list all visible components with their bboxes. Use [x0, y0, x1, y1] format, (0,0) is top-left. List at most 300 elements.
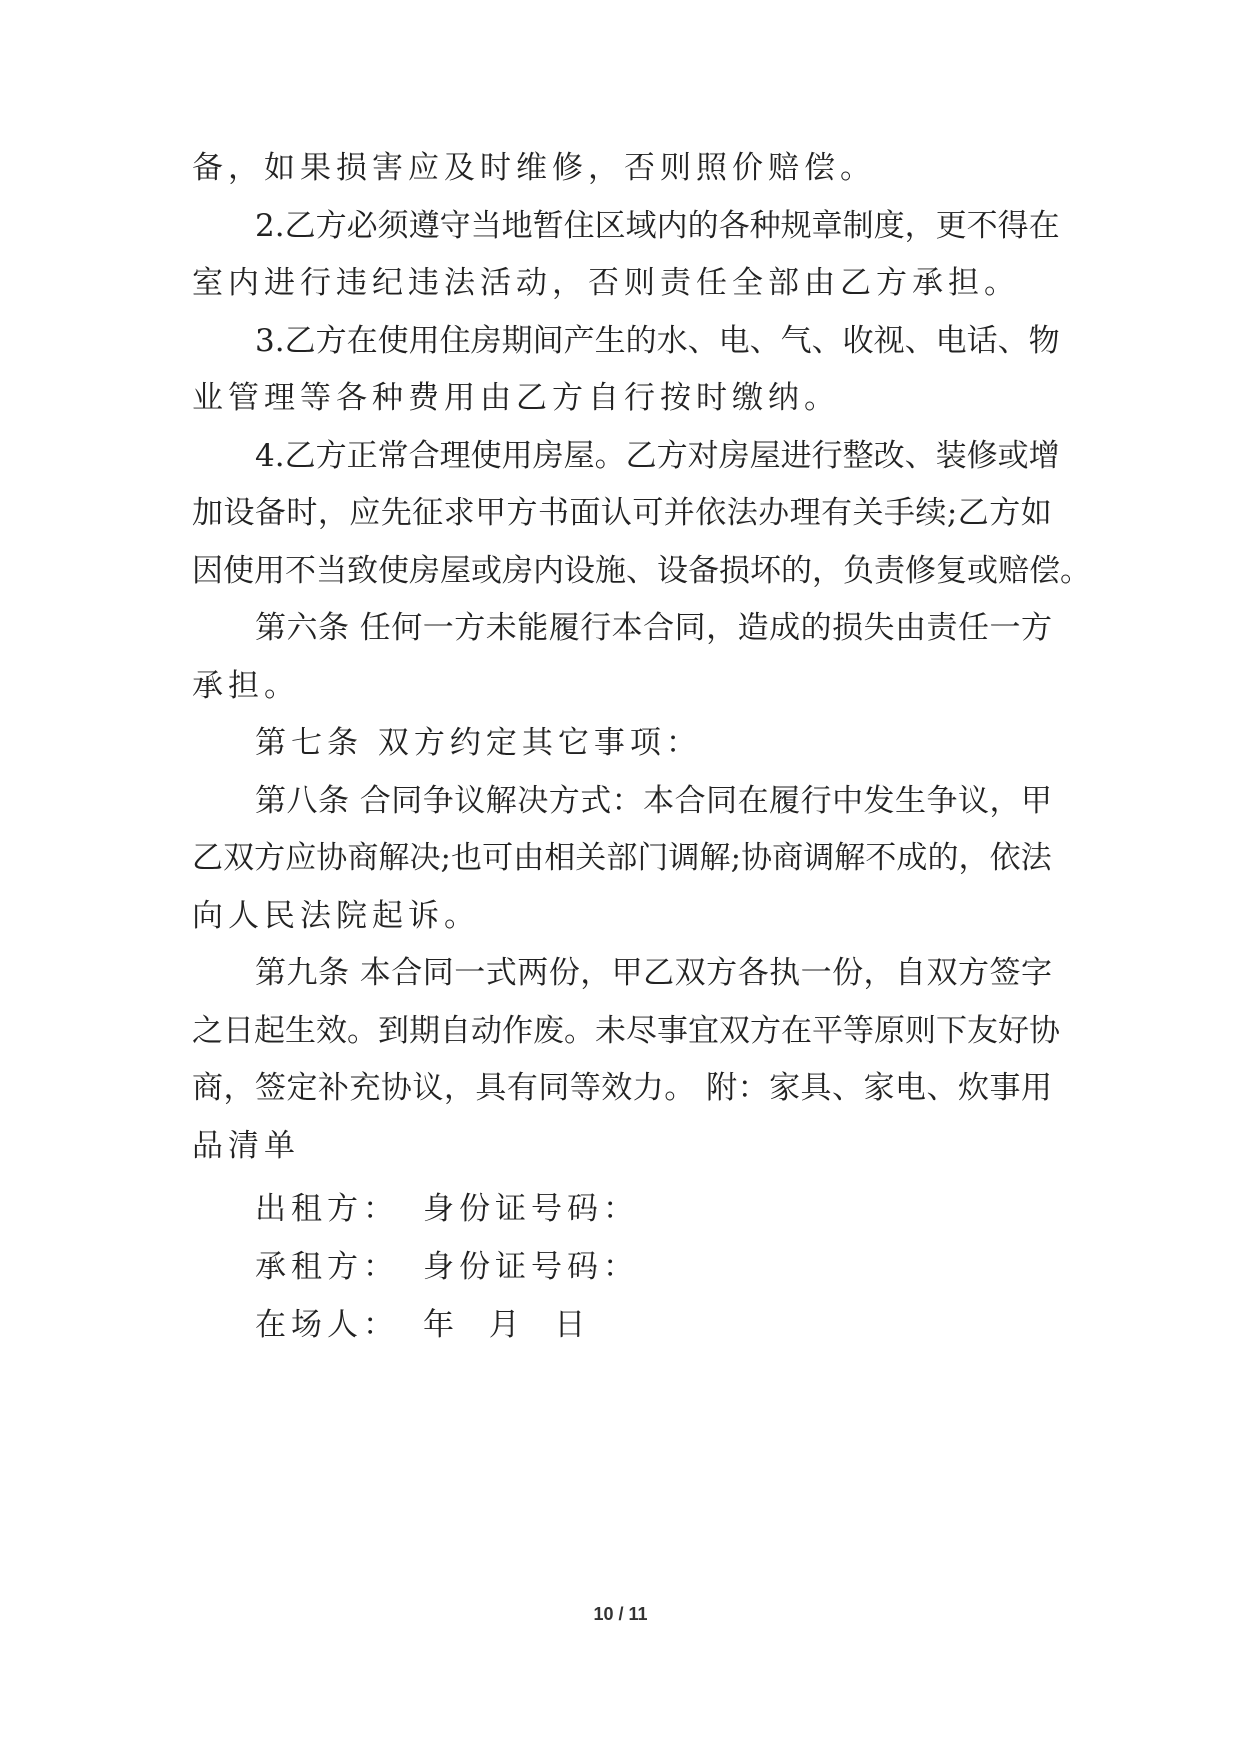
glyph: 何 [391, 610, 423, 646]
glyph: ， [317, 495, 349, 531]
glyph: 可 [482, 840, 514, 876]
glyph: 签 [989, 955, 1021, 991]
glyph: 决 [517, 783, 549, 819]
glyph: 设 [564, 553, 595, 589]
text-line-p3-l1 [255, 319, 1060, 363]
line-text: 向人民法院起诉。 [192, 898, 480, 934]
glyph: 、 [997, 323, 1029, 359]
glyph: 事 [657, 1013, 688, 1049]
glyph: 。 [664, 1070, 696, 1106]
glyph: 议 [454, 783, 486, 819]
glyph: 由 [895, 610, 927, 646]
text-line-p8-l1 [255, 951, 1052, 995]
glyph: 能 [517, 610, 549, 646]
glyph: 一 [454, 955, 486, 991]
glyph: 式 [485, 955, 517, 991]
glyph: 或 [967, 553, 998, 589]
glyph: ， [580, 955, 612, 991]
glyph: 求 [443, 495, 475, 531]
glyph: 负 [843, 553, 874, 589]
glyph: 域 [625, 208, 657, 244]
glyph: 原 [874, 1013, 905, 1049]
glyph: 甲 [475, 495, 507, 531]
glyph: 同 [422, 955, 454, 991]
glyph: 期 [501, 323, 533, 359]
text-line-p8-l3 [192, 1066, 1052, 1110]
glyph: 不 [865, 840, 897, 876]
text-line-p1-l1 [192, 146, 1052, 190]
glyph: 可 [632, 495, 664, 531]
glyph: 协 [316, 840, 348, 876]
page-number: 10 / 11 [593, 1604, 648, 1624]
glyph: 两 [517, 955, 549, 991]
glyph: 设 [223, 495, 255, 531]
glyph: 、 [811, 323, 843, 359]
glyph: 调 [803, 840, 835, 876]
glyph: 并 [663, 495, 695, 531]
glyph: 造 [737, 610, 769, 646]
glyph: 、 [749, 323, 781, 359]
glyph: 尽 [626, 1013, 657, 1049]
glyph: 未 [595, 1013, 626, 1049]
text-line-p4-l1 [255, 434, 1060, 478]
glyph: 备 [688, 553, 719, 589]
glyph: 起 [254, 1013, 285, 1049]
glyph: 有 [506, 1070, 538, 1106]
glyph: 部 [606, 840, 638, 876]
glyph: 的 [800, 610, 832, 646]
glyph: 在 [346, 323, 378, 359]
glyph: 度 [873, 208, 905, 244]
glyph [349, 606, 359, 650]
glyph: 改 [873, 438, 905, 474]
glyph: 房 [718, 438, 750, 474]
glyph: ， [443, 1070, 475, 1106]
glyph: 废 [533, 1013, 564, 1049]
lessor-label: 出租方： [255, 1191, 399, 1227]
text-line-p4-l3 [192, 549, 1091, 593]
glyph: 双 [223, 840, 255, 876]
glyph: 解 [699, 840, 731, 876]
glyph: 征 [412, 495, 444, 531]
glyph: 责 [874, 553, 905, 589]
glyph: 具 [475, 1070, 507, 1106]
glyph: 事 [989, 1070, 1021, 1106]
glyph: 议 [412, 1070, 444, 1106]
glyph: ; [440, 840, 451, 876]
glyph: 更 [935, 208, 967, 244]
glyph: 的 [687, 208, 719, 244]
glyph: 损 [719, 553, 750, 589]
glyph: . [274, 208, 285, 244]
glyph: 乙 [284, 208, 316, 244]
glyph: 水 [656, 323, 688, 359]
glyph: 方 [548, 783, 580, 819]
glyph: 字 [1020, 955, 1052, 991]
glyph: 宜 [688, 1013, 719, 1049]
glyph: 发 [863, 783, 895, 819]
glyph: 续 [915, 495, 947, 531]
glyph: 因 [192, 553, 223, 589]
glyph: 份 [548, 955, 580, 991]
glyph: 履 [548, 610, 580, 646]
glyph: 协 [1029, 1013, 1060, 1049]
glyph: 乙 [643, 955, 675, 991]
glyph: 平 [812, 1013, 843, 1049]
text-line-p5-l2 [192, 664, 1052, 708]
glyph: 任 [359, 610, 391, 646]
text-line-p8-l2 [192, 1009, 1060, 1053]
glyph: 合 [359, 783, 391, 819]
text-line-p2-l2 [192, 261, 1052, 305]
glyph: 失 [863, 610, 895, 646]
glyph: 议 [958, 783, 989, 819]
glyph: 中 [832, 783, 864, 819]
glyph: 使 [470, 438, 502, 474]
glyph: 双 [719, 1013, 750, 1049]
glyph: 内 [533, 553, 564, 589]
glyph: 理 [439, 438, 471, 474]
text-line-p6-l1 [255, 721, 1052, 765]
glyph: 区 [594, 208, 626, 244]
glyph: 自 [895, 955, 927, 991]
glyph: 先 [380, 495, 412, 531]
glyph: 认 [600, 495, 632, 531]
glyph: 或 [471, 553, 502, 589]
glyph: 、 [832, 1070, 864, 1106]
glyph: 解 [834, 840, 866, 876]
glyph: 日 [223, 1013, 254, 1049]
glyph: 常 [377, 438, 409, 474]
glyph: 、 [687, 323, 719, 359]
glyph: 装 [935, 438, 967, 474]
glyph: 第 [255, 783, 286, 819]
glyph: 九 [286, 955, 318, 991]
glyph: 执 [769, 955, 801, 991]
glyph: 房 [502, 553, 533, 589]
glyph: 正 [346, 438, 378, 474]
glyph: 依 [989, 840, 1021, 876]
glyph: 如 [1020, 495, 1052, 531]
glyph: 合 [408, 438, 440, 474]
glyph: 解 [485, 783, 517, 819]
glyph: 好 [998, 1013, 1029, 1049]
line-text: 备，如果损害应及时维修，否则照价赔偿。 [192, 150, 876, 186]
glyph: 须 [377, 208, 409, 244]
lessee-id-number-label: 身份证号码： [423, 1249, 639, 1285]
glyph: 一 [422, 610, 454, 646]
glyph: 条 [317, 955, 349, 991]
glyph: 补 [317, 1070, 349, 1106]
glyph: 使 [377, 323, 409, 359]
glyph: 商 [772, 840, 804, 876]
text-line-p3-l2 [192, 376, 1052, 420]
glyph: 同 [706, 783, 738, 819]
text-line-p4-l2 [192, 491, 1052, 535]
glyph: 电 [935, 323, 967, 359]
glyph: 、 [926, 1070, 958, 1106]
glyph: 同 [674, 610, 706, 646]
glyph: 生 [895, 783, 927, 819]
glyph: 气 [780, 323, 812, 359]
glyph: 协 [741, 840, 773, 876]
glyph: 附 [706, 1070, 738, 1106]
glyph: 条 [317, 610, 349, 646]
line-text: 室内进行违纪违法活动，否则责任全部由乙方承担。 [192, 265, 1020, 301]
glyph: 一 [800, 955, 832, 991]
glyph: 房 [470, 323, 502, 359]
glyph: ， [863, 955, 895, 991]
glyph: 手 [883, 495, 915, 531]
text-line-p2-l1 [255, 204, 1060, 248]
glyph: 合 [391, 955, 423, 991]
glyph: 各 [737, 955, 769, 991]
glyph: 方 [989, 495, 1021, 531]
glyph: ; [730, 840, 742, 876]
glyph: 种 [749, 208, 781, 244]
glyph: 、 [904, 438, 936, 474]
glyph: 在 [1028, 208, 1060, 244]
signature-row-lessee [255, 1245, 639, 1289]
glyph: 不 [285, 553, 316, 589]
glyph: 偿 [1029, 553, 1060, 589]
glyph: 电 [895, 1070, 926, 1106]
glyph: 应 [349, 495, 381, 531]
glyph: 乙 [957, 495, 989, 531]
lessee-label: 承租方： [255, 1249, 399, 1285]
glyph: 使 [223, 553, 254, 589]
witness-label: 在场人： [255, 1307, 399, 1343]
glyph: 份 [832, 955, 864, 991]
glyph: 关 [575, 840, 607, 876]
glyph: 损 [832, 610, 864, 646]
glyph [349, 779, 359, 823]
glyph: . [274, 323, 285, 359]
glyph: 解 [378, 840, 410, 876]
glyph: 未 [485, 610, 517, 646]
glyph: 双 [926, 955, 958, 991]
glyph: 到 [378, 1013, 409, 1049]
glyph: 本 [359, 955, 391, 991]
glyph: 家 [863, 1070, 895, 1106]
glyph: 在 [737, 783, 769, 819]
glyph: 友 [967, 1013, 998, 1049]
glyph: 房 [532, 438, 564, 474]
glyph: 方 [656, 438, 688, 474]
glyph: 之 [192, 1013, 223, 1049]
glyph: 一 [989, 610, 1021, 646]
glyph: 致 [347, 553, 378, 589]
glyph: 力 [632, 1070, 664, 1106]
glyph: 屋 [440, 553, 471, 589]
glyph: 乙 [192, 840, 223, 876]
glyph: 面 [569, 495, 601, 531]
glyph: 自 [440, 1013, 471, 1049]
glyph: 作 [502, 1013, 533, 1049]
glyph: 第 [255, 955, 286, 991]
glyph: 房 [409, 553, 440, 589]
glyph: 生 [285, 1013, 316, 1049]
glyph: 炊 [957, 1070, 989, 1106]
glyph: 办 [758, 495, 790, 531]
glyph: 守 [439, 208, 471, 244]
signature-row-witness [255, 1303, 590, 1347]
glyph: 视 [873, 323, 905, 359]
glyph: 协 [380, 1070, 412, 1106]
line-text: 第七条 双方约定其它事项： [255, 725, 702, 761]
glyph: 方 [1020, 610, 1052, 646]
glyph: 理 [789, 495, 821, 531]
glyph: 必 [346, 208, 378, 244]
glyph: 当 [316, 553, 347, 589]
glyph: 由 [513, 840, 545, 876]
glyph: 相 [544, 840, 576, 876]
glyph: 本 [643, 783, 675, 819]
glyph: 等 [843, 1013, 874, 1049]
glyph: 暂 [532, 208, 564, 244]
glyph: 用 [1020, 1070, 1052, 1106]
glyph: 本 [611, 610, 643, 646]
glyph: 加 [192, 495, 223, 531]
glyph: 法 [726, 495, 758, 531]
glyph: 书 [537, 495, 569, 531]
glyph: 不 [966, 208, 998, 244]
glyph: 2 [255, 208, 275, 244]
glyph: 住 [563, 208, 595, 244]
glyph: 话 [966, 323, 998, 359]
glyph: 同 [538, 1070, 570, 1106]
glyph: ： [611, 783, 643, 819]
glyph: 、 [904, 323, 936, 359]
glyph: ， [989, 783, 1021, 819]
glyph: 双 [674, 955, 706, 991]
glyph: 同 [391, 783, 423, 819]
glyph: 的 [625, 323, 657, 359]
text-line-p8-l4 [192, 1124, 1052, 1168]
glyph: 规 [780, 208, 812, 244]
glyph: 方 [958, 955, 989, 991]
glyph: 责 [926, 610, 958, 646]
glyph: 商 [347, 840, 379, 876]
glyph: 3 [255, 323, 275, 359]
glyph: 等 [569, 1070, 601, 1106]
glyph: 增 [1028, 438, 1060, 474]
glyph: 用 [501, 438, 533, 474]
glyph: 乙 [284, 438, 316, 474]
text-line-p5-l1 [255, 606, 1052, 650]
glyph: 间 [532, 323, 564, 359]
glyph: 六 [286, 610, 318, 646]
glyph: 使 [378, 553, 409, 589]
glyph: 第 [255, 610, 286, 646]
glyph: 决 [409, 840, 441, 876]
glyph: 履 [769, 783, 801, 819]
glyph: 行 [811, 438, 843, 474]
glyph: 成 [769, 610, 801, 646]
glyph: ， [706, 610, 738, 646]
glyph: ， [223, 1070, 255, 1106]
glyph: 收 [842, 323, 874, 359]
glyph: 的 [781, 553, 812, 589]
glyph: 坏 [750, 553, 781, 589]
glyph: 的 [927, 840, 959, 876]
glyph: 章 [811, 208, 843, 244]
glyph: 施 [595, 553, 626, 589]
glyph: 充 [349, 1070, 381, 1106]
glyph: . [274, 438, 285, 474]
glyph: 、 [626, 553, 657, 589]
glyph: 地 [501, 208, 533, 244]
glyph: 方 [254, 840, 286, 876]
glyph: 八 [286, 783, 318, 819]
glyph: 家 [769, 1070, 801, 1106]
glyph: 动 [471, 1013, 502, 1049]
glyph: 期 [409, 1013, 440, 1049]
glyph: 有 [821, 495, 853, 531]
glyph [349, 951, 359, 995]
glyph: 或 [997, 438, 1029, 474]
glyph: 乙 [625, 438, 657, 474]
glyph: 屋 [563, 438, 595, 474]
glyph: 门 [637, 840, 669, 876]
text-line-p7-l1 [255, 779, 1052, 823]
glyph: 对 [687, 438, 719, 474]
glyph [696, 1066, 706, 1110]
line-text: 承担。 [192, 668, 300, 704]
glyph: 行 [580, 610, 612, 646]
glyph: 得 [997, 208, 1029, 244]
glyph: 争 [422, 783, 454, 819]
glyph: 效 [601, 1070, 633, 1106]
glyph: 合 [643, 610, 675, 646]
date-label: 年 月 日 [423, 1307, 591, 1343]
glyph: ， [812, 553, 843, 589]
glyph: 物 [1028, 323, 1060, 359]
glyph: 合 [674, 783, 706, 819]
glyph: 方 [315, 438, 347, 474]
glyph: 当 [470, 208, 502, 244]
glyph: 也 [451, 840, 483, 876]
glyph: 屋 [749, 438, 781, 474]
glyph: 赔 [998, 553, 1029, 589]
glyph: ， [958, 840, 990, 876]
text-line-p7-l2 [192, 836, 1052, 880]
glyph: 各 [718, 208, 750, 244]
glyph: 方 [454, 610, 486, 646]
glyph: 定 [286, 1070, 318, 1106]
glyph: 条 [317, 783, 349, 819]
glyph: 复 [936, 553, 967, 589]
glyph: 甲 [611, 955, 643, 991]
glyph: 方 [315, 208, 347, 244]
glyph: 修 [966, 438, 998, 474]
glyph: 方 [750, 1013, 781, 1049]
glyph: 。 [594, 438, 626, 474]
glyph: 用 [254, 553, 285, 589]
glyph: 用 [408, 323, 440, 359]
glyph: 商 [192, 1070, 223, 1106]
glyph: 整 [842, 438, 874, 474]
glyph: 时 [286, 495, 318, 531]
glyph: 应 [285, 840, 317, 876]
glyph: 依 [695, 495, 727, 531]
glyph: 方 [315, 323, 347, 359]
glyph: 式 [580, 783, 612, 819]
glyph: 修 [905, 553, 936, 589]
glyph: 制 [842, 208, 874, 244]
line-text: 品清单 [192, 1128, 300, 1164]
glyph: 。 [564, 1013, 595, 1049]
